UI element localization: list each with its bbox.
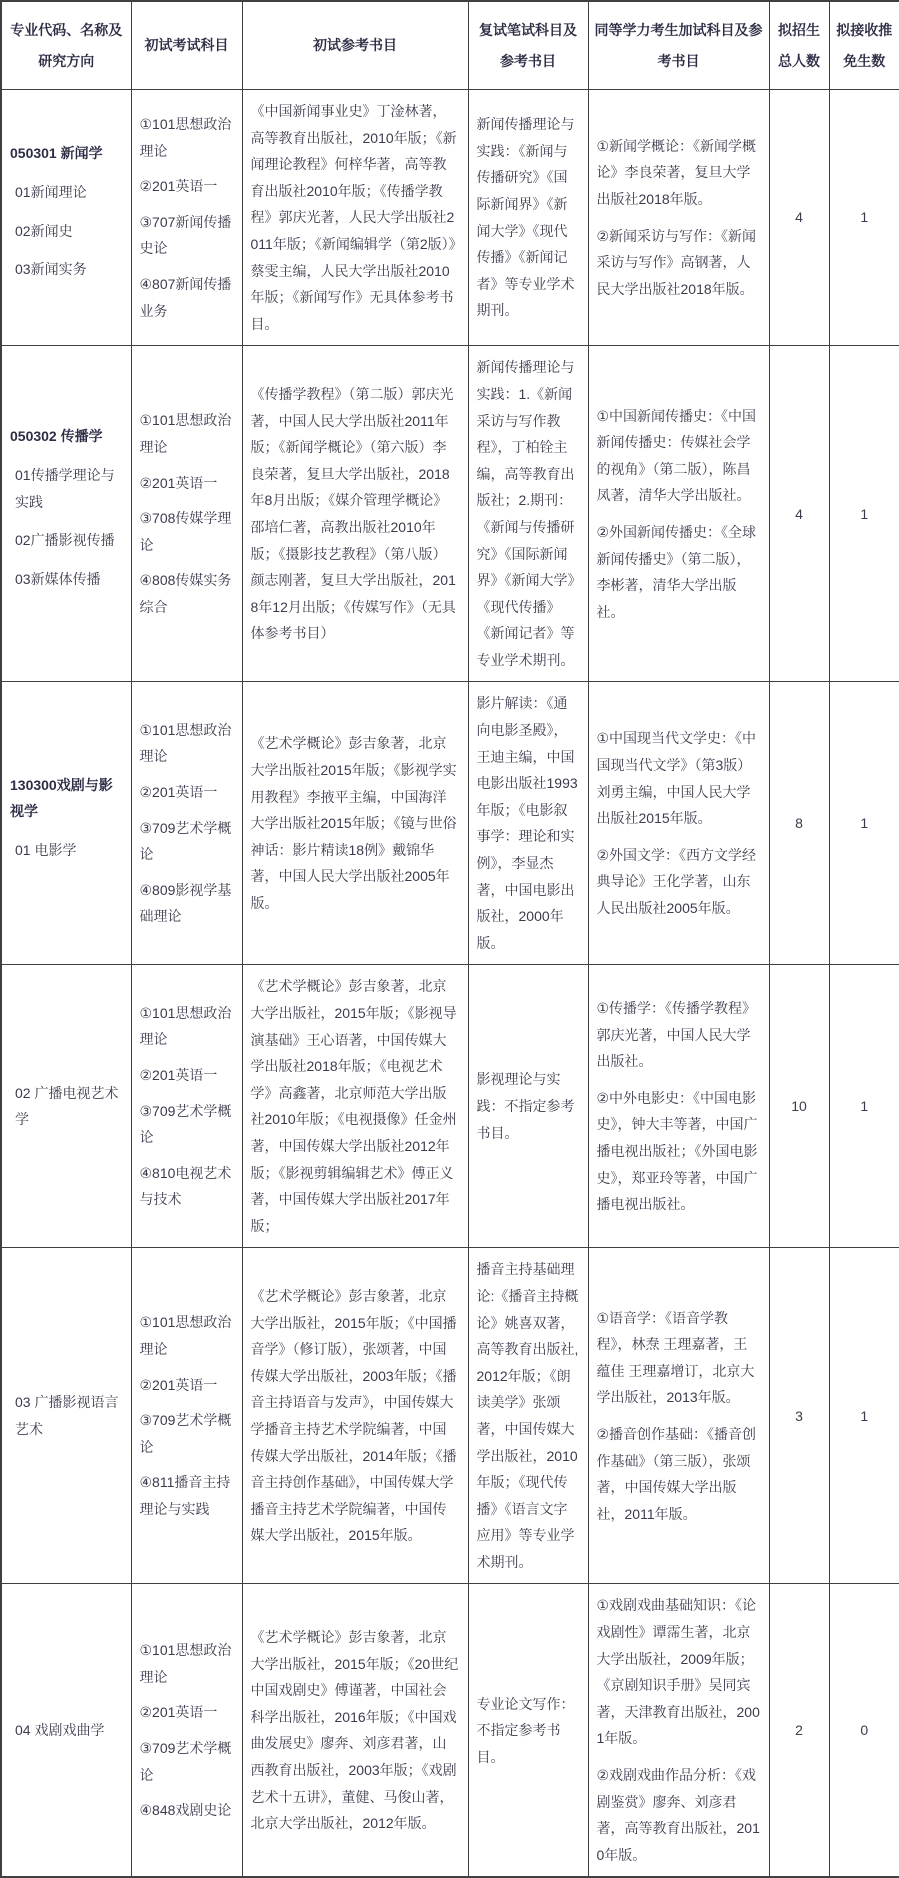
additional-subject: ①戏剧戏曲基础知识：《论戏剧性》谭霈生著，北京大学出版社，2009年版；《京剧知识手册》吴同宾著，天津教育出版社，2001年版。	[596, 1597, 760, 1747]
additional-subject: ②中外电影史：《中国电影史》，钟大丰等著，中国广播电视出版社；《外国电影史》，郑亚玲等著，中国广播电视出版社。	[596, 1089, 758, 1213]
exam-subject: ②201英语一	[139, 784, 218, 801]
col-header-references: 初试参考书目	[242, 1, 468, 90]
research-direction: 02广播影视传播	[15, 532, 115, 549]
additional-list	[597, 133, 761, 303]
cell-total: 3	[769, 1248, 829, 1584]
cell-exam-subjects	[131, 1248, 242, 1584]
cell-major	[1, 682, 131, 965]
additional-list	[597, 403, 761, 626]
cell-additional	[588, 682, 769, 965]
additional-list	[597, 995, 761, 1218]
major-code: 050301 新闻学	[10, 145, 103, 162]
additional-subject: ②戏剧戏曲作品分析：《戏剧鉴赏》廖奔、刘彦君著，高等教育出版社，2010年版。	[596, 1767, 760, 1863]
cell-retest	[468, 965, 588, 1248]
retest-text: 新闻传播理论与实践：《新闻与传播研究》《国际新闻界》《新闻大学》《现代传播》《新闻记者》等专业学术期刊。	[476, 116, 575, 319]
table-row	[1, 346, 899, 682]
reference-text: 《艺术学概论》彭吉象著，北京大学出版社，2015年版；《中国播音学》（修订版），张颂著，中国传媒大学出版社，2003年版；《播音主持语音与发声》，中国传媒大学播音主持艺术学院编著，中国传媒大学出版社，2014年版；《播音主持创作基础》，中国传媒大学播音主持艺术学院编著，中国传媒大学出版社，2015年版。	[250, 1287, 457, 1544]
exam-subject: ③709艺术学概论	[139, 1412, 232, 1455]
exam-subject: ④848戏剧史论	[139, 1802, 232, 1819]
cell-exempt: 1	[829, 1248, 899, 1584]
retest-text: 影视理论与实践：不指定参考书目。	[476, 1071, 575, 1141]
col-header-additional: 同等学力考生加试科目及参考书目	[588, 1, 769, 90]
exam-subject: ②201英语一	[139, 178, 218, 195]
exam-subject: ④810电视艺术与技术	[139, 1164, 232, 1208]
subject-list	[140, 717, 234, 930]
cell-major	[1, 1248, 131, 1584]
exam-subject: ②201英语一	[139, 1066, 218, 1083]
cell-references	[242, 90, 468, 346]
research-direction: 03新媒体传播	[15, 570, 101, 587]
reference-text: 《艺术学概论》彭吉象著，北京大学出版社，2015年版；《影视导演基础》王心语著，中国传媒大学出版社2018年版；《电视艺术学》高鑫著，北京师范大学出版社2010年版；《电视摄像》任金州著，中国传媒大学出版社2012年版；《影视剪辑编辑艺术》傅正义著，中国传媒大学出版社2017年版；	[250, 978, 457, 1234]
cell-retest	[468, 1248, 588, 1584]
cell-total: 2	[769, 1584, 829, 1877]
exam-subject: ④808传媒实务综合	[139, 572, 232, 615]
reference-text: 《艺术学概论》彭吉象著，北京大学出版社，2015年版；《20世纪中国戏剧史》傅谨著，中国社会科学出版社，2016年版；《中国戏曲发展史》廖奔、刘彦君著，山西教育出版社，2003年版；《戏剧艺术十五讲》，董健、马俊山著，北京大学出版社，2012年版。	[250, 1629, 459, 1832]
research-direction: 01传播学理论与实践	[15, 467, 115, 510]
major-code: 130300戏剧与影视学	[10, 776, 113, 820]
exam-subject: ③709艺术学概论	[139, 819, 232, 863]
subject-list	[140, 1637, 234, 1824]
cell-additional	[588, 1248, 769, 1584]
direction-list	[10, 837, 123, 864]
cell-additional	[588, 1584, 769, 1877]
subject-list	[140, 111, 234, 324]
cell-references	[242, 1248, 468, 1584]
exam-subject: ①101思想政治理论	[139, 412, 232, 455]
col-header-retest: 复试笔试科目及参考书目	[468, 1, 588, 90]
table-row	[1, 965, 899, 1248]
cell-exam-subjects	[131, 90, 242, 346]
col-header-major: 专业代码、名称及研究方向	[1, 1, 131, 90]
cell-total: 8	[769, 682, 829, 965]
direction-list	[10, 1389, 123, 1442]
cell-references	[242, 682, 468, 965]
reference-text: 《艺术学概论》彭吉象著，北京大学出版社2015年版；《影视学实用教程》李掖平主编，中国海洋大学出版社2015年版；《镜与世俗神话：影片精读18例》戴锦华著，中国人民大学出版社2005年版。	[250, 735, 457, 911]
major-code: 050302 传播学	[10, 428, 103, 445]
exam-subject: ③709艺术学概论	[139, 1739, 232, 1783]
header-row	[1, 1, 899, 90]
additional-list	[597, 1305, 761, 1528]
cell-references	[242, 1584, 468, 1877]
direction-list	[10, 179, 123, 283]
subject-list	[140, 1000, 234, 1213]
research-direction: 02 广播电视艺术学	[15, 1084, 119, 1128]
table-row	[1, 90, 899, 346]
exam-subject: ①101思想政治理论	[139, 1314, 232, 1357]
exam-subject: ③708传媒学理论	[139, 510, 232, 553]
exam-subject: ②201英语一	[139, 474, 218, 491]
cell-exempt: 1	[829, 965, 899, 1248]
additional-subject: ①中国新闻传播史：《中国新闻传播史：传媒社会学的视角》（第二版），陈昌凤著，清华大学出版社。	[596, 407, 757, 504]
cell-total: 10	[769, 965, 829, 1248]
cell-exam-subjects	[131, 965, 242, 1248]
cell-major	[1, 1584, 131, 1877]
cell-exempt: 1	[829, 90, 899, 346]
exam-subject: ③707新闻传播史论	[139, 213, 232, 257]
research-direction: 01 电影学	[15, 841, 77, 858]
research-direction: 02新闻史	[15, 222, 73, 239]
cell-additional	[588, 346, 769, 682]
research-direction: 03新闻实务	[15, 261, 87, 278]
additional-subject: ①传播学：《传播学教程》郭庆光著，中国人民大学出版社。	[596, 1000, 757, 1070]
cell-additional	[588, 90, 769, 346]
research-direction: 01新闻理论	[15, 184, 87, 201]
col-header-exempt: 拟接收推免生数	[829, 1, 899, 90]
direction-list	[10, 1717, 123, 1744]
col-header-total: 拟招生总人数	[769, 1, 829, 90]
cell-exam-subjects	[131, 682, 242, 965]
additional-subject: ②播音创作基础：《播音创作基础》（第三版），张颂著，中国传媒大学出版社，2011年版。	[596, 1425, 757, 1522]
cell-retest	[468, 346, 588, 682]
exam-subject: ①101思想政治理论	[139, 1004, 232, 1048]
exam-subject: ④809影视学基础理论	[139, 881, 232, 925]
research-direction: 03 广播影视语言艺术	[15, 1394, 119, 1437]
cell-retest	[468, 682, 588, 965]
retest-text: 影片解读：《通向电影圣殿》，王迪主编，中国电影出版社1993年版；《电影叙事学：理论和实例》，李显杰著，中国电影出版社，2000年版。	[476, 695, 578, 951]
additional-subject: ②外国新闻传播史：《全球新闻传播史》（第二版），李彬著，清华大学出版社。	[596, 523, 757, 620]
retest-text: 新闻传播理论与实践：1.《新闻采访与写作教程》，丁柏铨主编，高等教育出版社；2.期刊：《新闻与传播研究》《国际新闻界》《新闻大学》《现代传播》《新闻记者》等专业学术期刊。	[476, 359, 575, 668]
cell-retest	[468, 1584, 588, 1877]
additional-subject: ②外国文学：《西方文学经典导论》王化学著，山东人民出版社2005年版。	[596, 846, 757, 916]
additional-list	[597, 1592, 761, 1868]
cell-exempt: 1	[829, 682, 899, 965]
cell-total: 4	[769, 90, 829, 346]
additional-list	[597, 725, 761, 921]
exam-subject: ④811播音主持理论与实践	[139, 1474, 231, 1517]
exam-subject: ④807新闻传播业务	[139, 276, 232, 319]
research-direction: 04 戏剧戏曲学	[15, 1722, 105, 1739]
reference-text: 《传播学教程》（第二版）郭庆光著，中国人民大学出版社2011年版；《新闻学概论》（第六版）李良荣著，复旦大学出版社，2018年8月出版；《媒介管理学概论》邵培仁著，高教出版社2010年版；《摄影技艺教程》（第八版）颜志刚著，复旦大学出版社，2018年12月出版；《传媒写作》（无具体参考书目）	[250, 385, 456, 642]
cell-exempt: 0	[829, 1584, 899, 1877]
additional-subject: ①中国现当代文学史：《中国现当代文学》（第3版）刘勇主编，中国人民大学出版社2015年版。	[596, 730, 757, 827]
exam-subject: ②201英语一	[139, 1376, 218, 1393]
direction-list	[10, 1080, 123, 1133]
cell-exempt: 1	[829, 346, 899, 682]
reference-text: 《中国新闻事业史》丁淦林著，高等教育出版社，2010年版；《新闻理论教程》何梓华著，高等教育出版社2010年版；《传播学教程》郭庆光著，人民大学出版社2011年版；《新闻编辑学（第2版）》蔡雯主编，人民大学出版社2010年版；《新闻写作》无具体参考书目。	[250, 103, 457, 332]
cell-additional	[588, 965, 769, 1248]
cell-retest	[468, 90, 588, 346]
subject-list	[140, 407, 234, 620]
additional-subject: ①新闻学概论：《新闻学概论》李良荣著，复旦大学出版社2018年版。	[596, 137, 757, 208]
subject-list	[140, 1309, 234, 1522]
additional-subject: ②新闻采访与写作：《新闻采访与写作》高钢著，人民大学出版社2018年版。	[596, 227, 757, 297]
cell-exam-subjects	[131, 346, 242, 682]
exam-subject: ③709艺术学概论	[139, 1102, 232, 1146]
exam-subject: ①101思想政治理论	[139, 116, 232, 159]
cell-references	[242, 965, 468, 1248]
table-row	[1, 1248, 899, 1584]
retest-text: 专业论文写作：不指定参考书目。	[476, 1695, 575, 1765]
col-header-exam-subjects: 初试考试科目	[131, 1, 242, 90]
retest-text: 播音主持基础理论:《播音主持概论》姚喜双著，高等教育出版社,2012年版；《朗读美学》张颂著，中国传媒大学出版社，2010年版；《现代传播》《语言文字应用》等专业学术期刊。	[476, 1261, 579, 1570]
cell-major	[1, 965, 131, 1248]
cell-total: 4	[769, 346, 829, 682]
table-row	[1, 1584, 899, 1877]
table-row	[1, 682, 899, 965]
additional-subject: ①语音学：《语音学教程》，林焘 王理嘉著，王蕴佳 王理嘉增订，北京大学出版社，2013年版。	[596, 1309, 755, 1406]
direction-list	[10, 462, 123, 592]
cell-references	[242, 346, 468, 682]
cell-major	[1, 90, 131, 346]
exam-subject: ②201英语一	[139, 1704, 218, 1721]
exam-subject: ①101思想政治理论	[139, 721, 232, 765]
cell-exam-subjects	[131, 1584, 242, 1877]
cell-major	[1, 346, 131, 682]
exam-subject: ①101思想政治理论	[139, 1642, 232, 1685]
